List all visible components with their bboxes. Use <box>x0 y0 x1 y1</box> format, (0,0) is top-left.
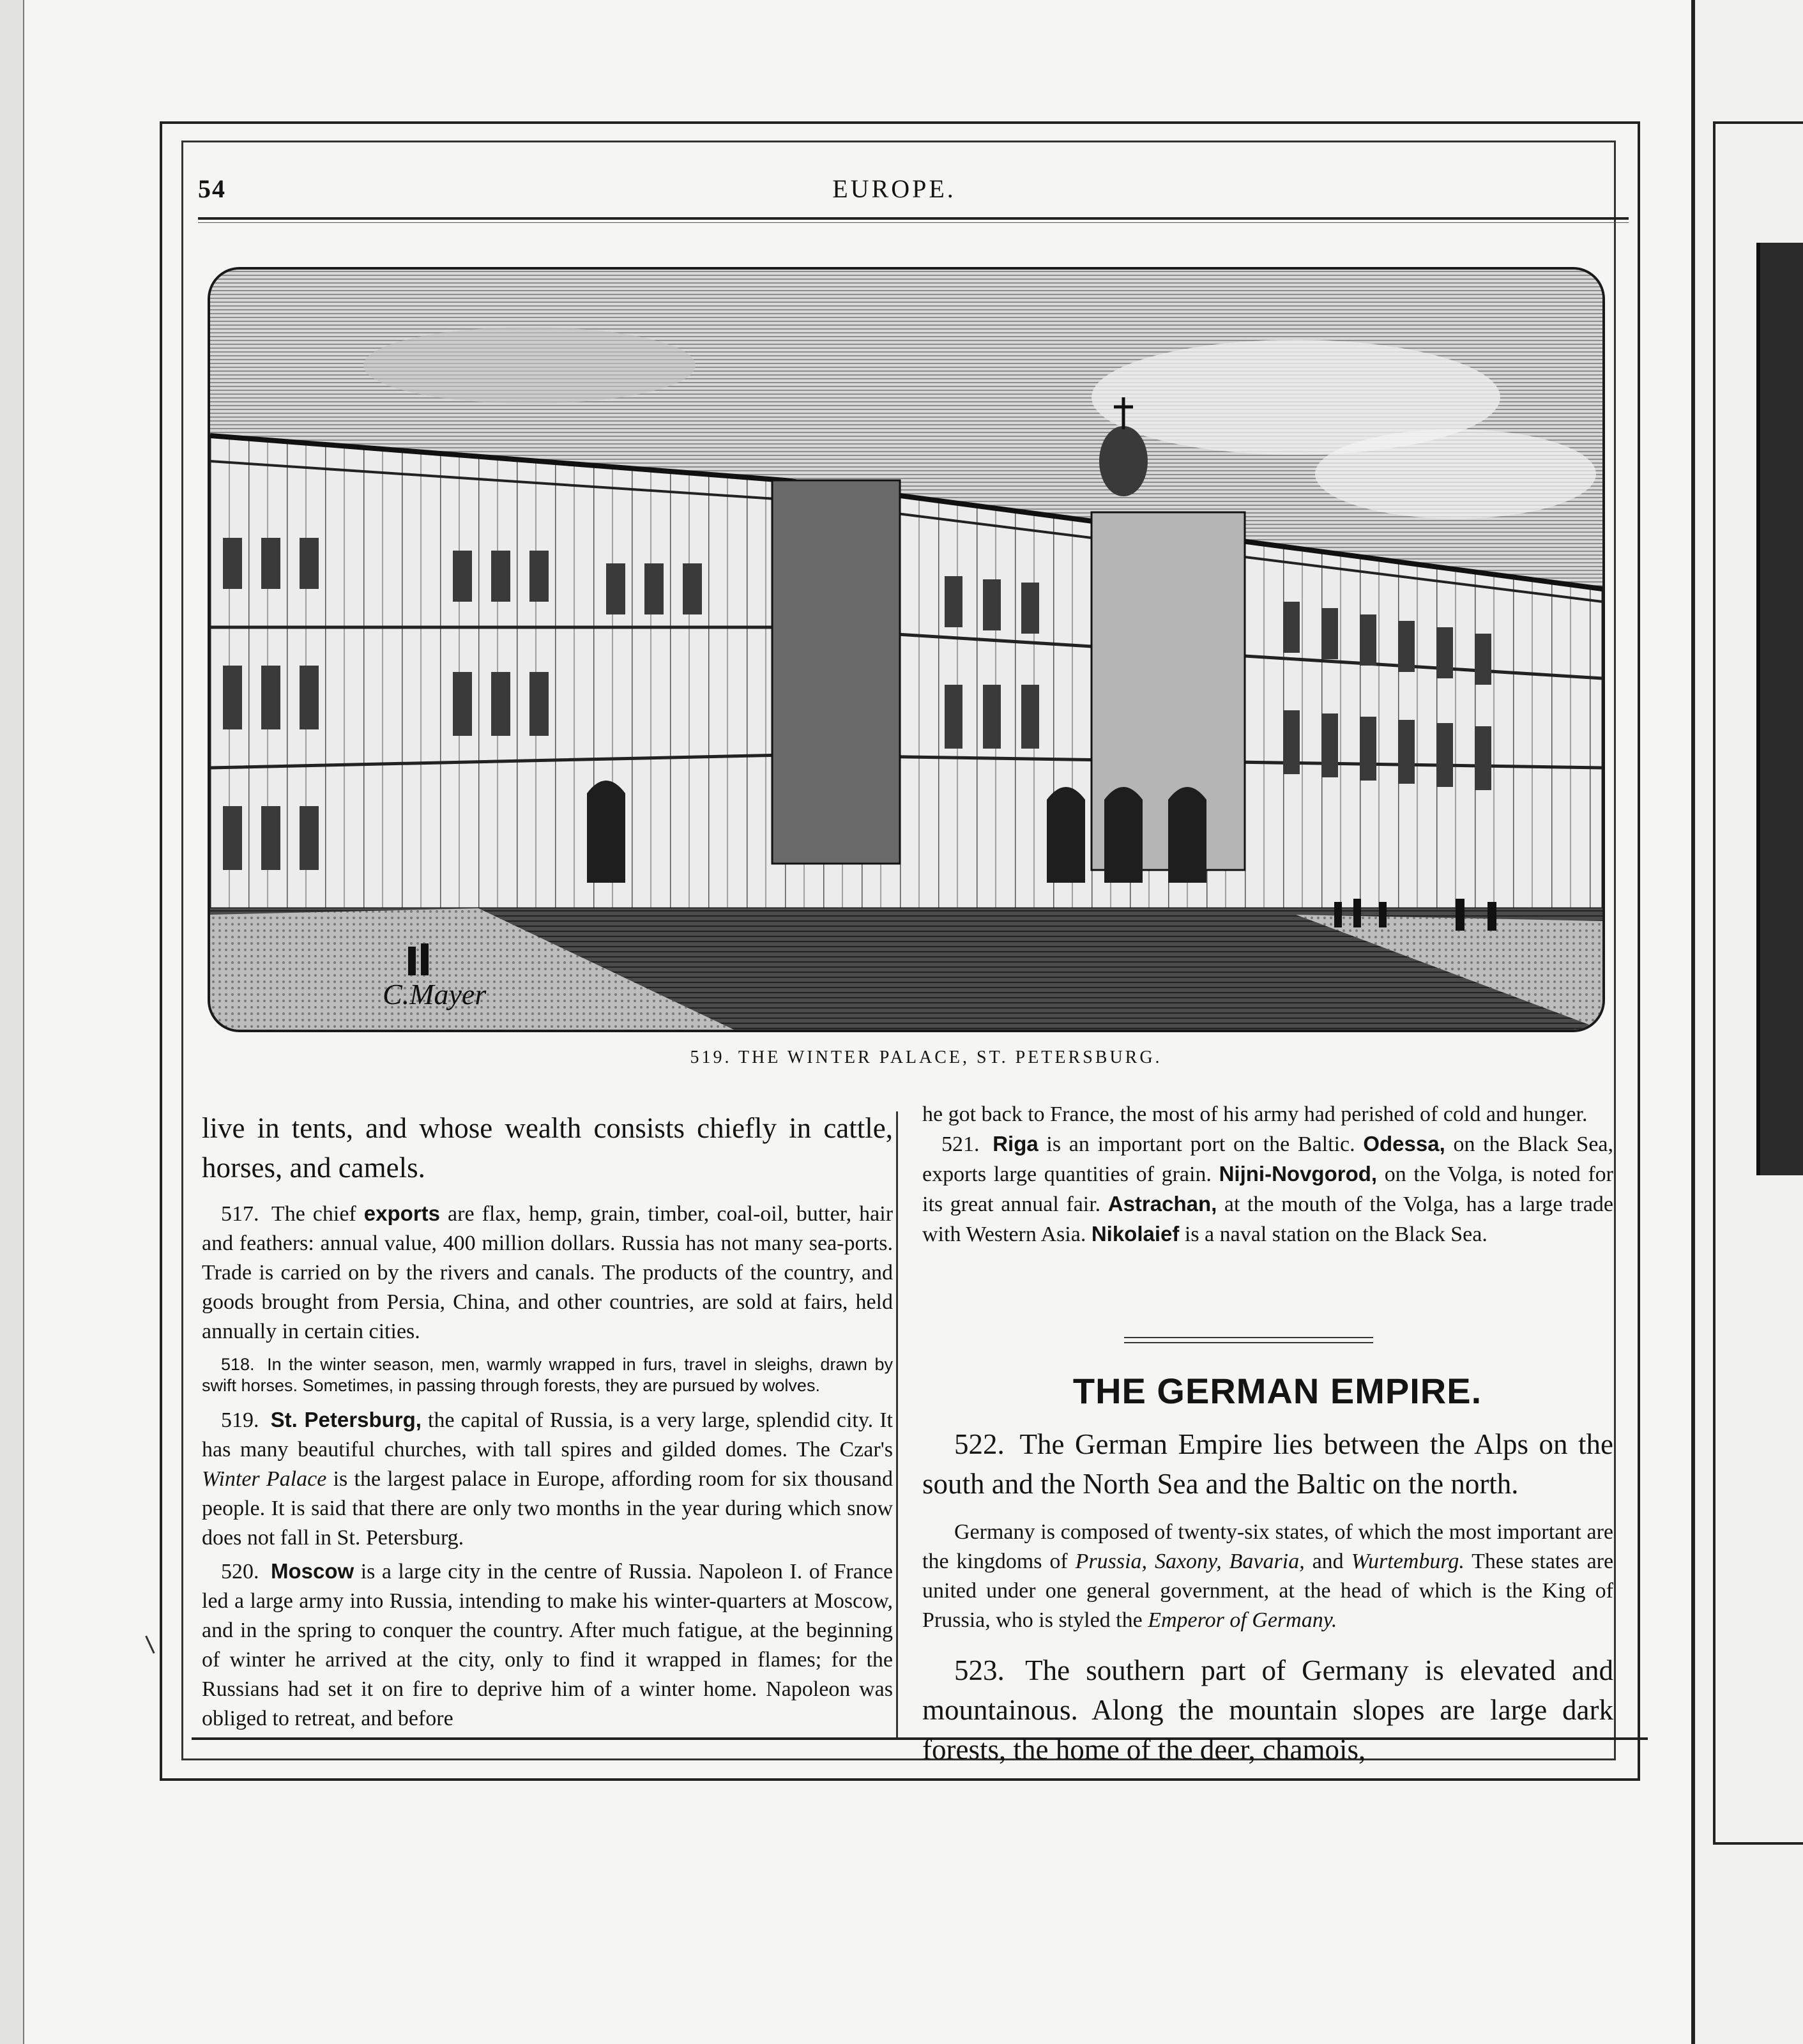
right-column-bottom <box>922 1424 1613 1769</box>
figure-caption: 519. THE WINTER PALACE, ST. PETERSBURG. <box>690 1048 1162 1067</box>
engraver-signature: C.Mayer <box>383 978 487 1011</box>
paragraph-518: 518. In the winter season, men, warmly wrapped in furs, travel in sleighs, drawn by swift horses. Sometimes, in passing through forests, they are pursued by wolves. <box>202 1355 893 1395</box>
winter-palace-engraving <box>208 267 1605 1032</box>
section-divider <box>1124 1337 1373 1338</box>
paragraph-522: 522. The German Empire lies between the Alps on the south and the North Sea and the Baltic on the north. <box>922 1428 1614 1500</box>
paragraph-519: 519. St. Petersburg, the capital of Russia, is a very large, splendid city. It has many beautiful churches, with tall spires and gilded domes. The Czar's Winter Palace is the largest palace in Europe, affording room for six thousand people. It is said that there are only two months in the year during which snow does not fall in St. Petersburg. <box>202 1408 894 1550</box>
germany-paragraph: Germany is composed of twenty-six states, of which the most important are the kingdoms of Prussia, Saxony, Bavaria, and Wurtemburg. These states are united under one general government, at the head of which is the King of Prussia, who is styled the Emperor of Germany. <box>922 1520 1614 1632</box>
page-number: 54 <box>198 174 226 203</box>
header-rule <box>198 217 1629 220</box>
page-edge <box>0 0 24 2044</box>
section-title: THE GERMAN EMPIRE. <box>1072 1371 1482 1411</box>
running-title: EUROPE. <box>832 174 956 203</box>
paragraph-521: 521. Riga is an important port on the Baltic. Odessa, on the Black Sea, exports large quantities of grain. Nijni-Novgorod, on the Volga, is noted for its great annual fair. Astrachan, at the mouth of the Volga, has a large trade with Western Asia. Nikolaief is a naval station on the Black Sea. <box>922 1132 1614 1246</box>
section-divider-double <box>1124 1342 1373 1343</box>
column-rule <box>896 1111 898 1737</box>
left-column <box>202 1108 893 1734</box>
paragraph-520: 520. Moscow is a large city in the centre of Russia. Napoleon I. of France led a large army into Russia, intending to make his winter-quarters at Moscow, and in the spring to conquer the country. After much fatigue, at the beginning of winter he arrived at the city, only to find it wrapped in flames; for the Russians had set it on fire to deprive him of a winter home. Napoleon was obliged to retreat, and before <box>202 1559 894 1730</box>
facing-page-engraving <box>1756 243 1803 1175</box>
continuation-paragraph: he got back to France, the most of his army had perished of cold and hunger. <box>922 1102 1588 1126</box>
paragraph-523: 523. The southern part of Germany is elevated and mountainous. Along the mountain slopes are large dark forests, the home of the deer, chamois, <box>922 1654 1613 1766</box>
header-rule-thin <box>198 222 1629 223</box>
paragraph-517: 517. The chief exports are flax, hemp, grain, timber, coal-oil, butter, hair and feathers: annual value, 400 million dollars. Russia has not many sea-ports. Trade is carried on by the rivers and canals. The products of the country, and goods brought from Persia, China, and other countries, are sold at fairs, held annually in certain cities. <box>202 1201 894 1343</box>
right-column-top <box>922 1100 1613 1249</box>
lead-paragraph: live in tents, and whose wealth consists chiefly in cattle, horses, and camels. <box>202 1112 893 1184</box>
